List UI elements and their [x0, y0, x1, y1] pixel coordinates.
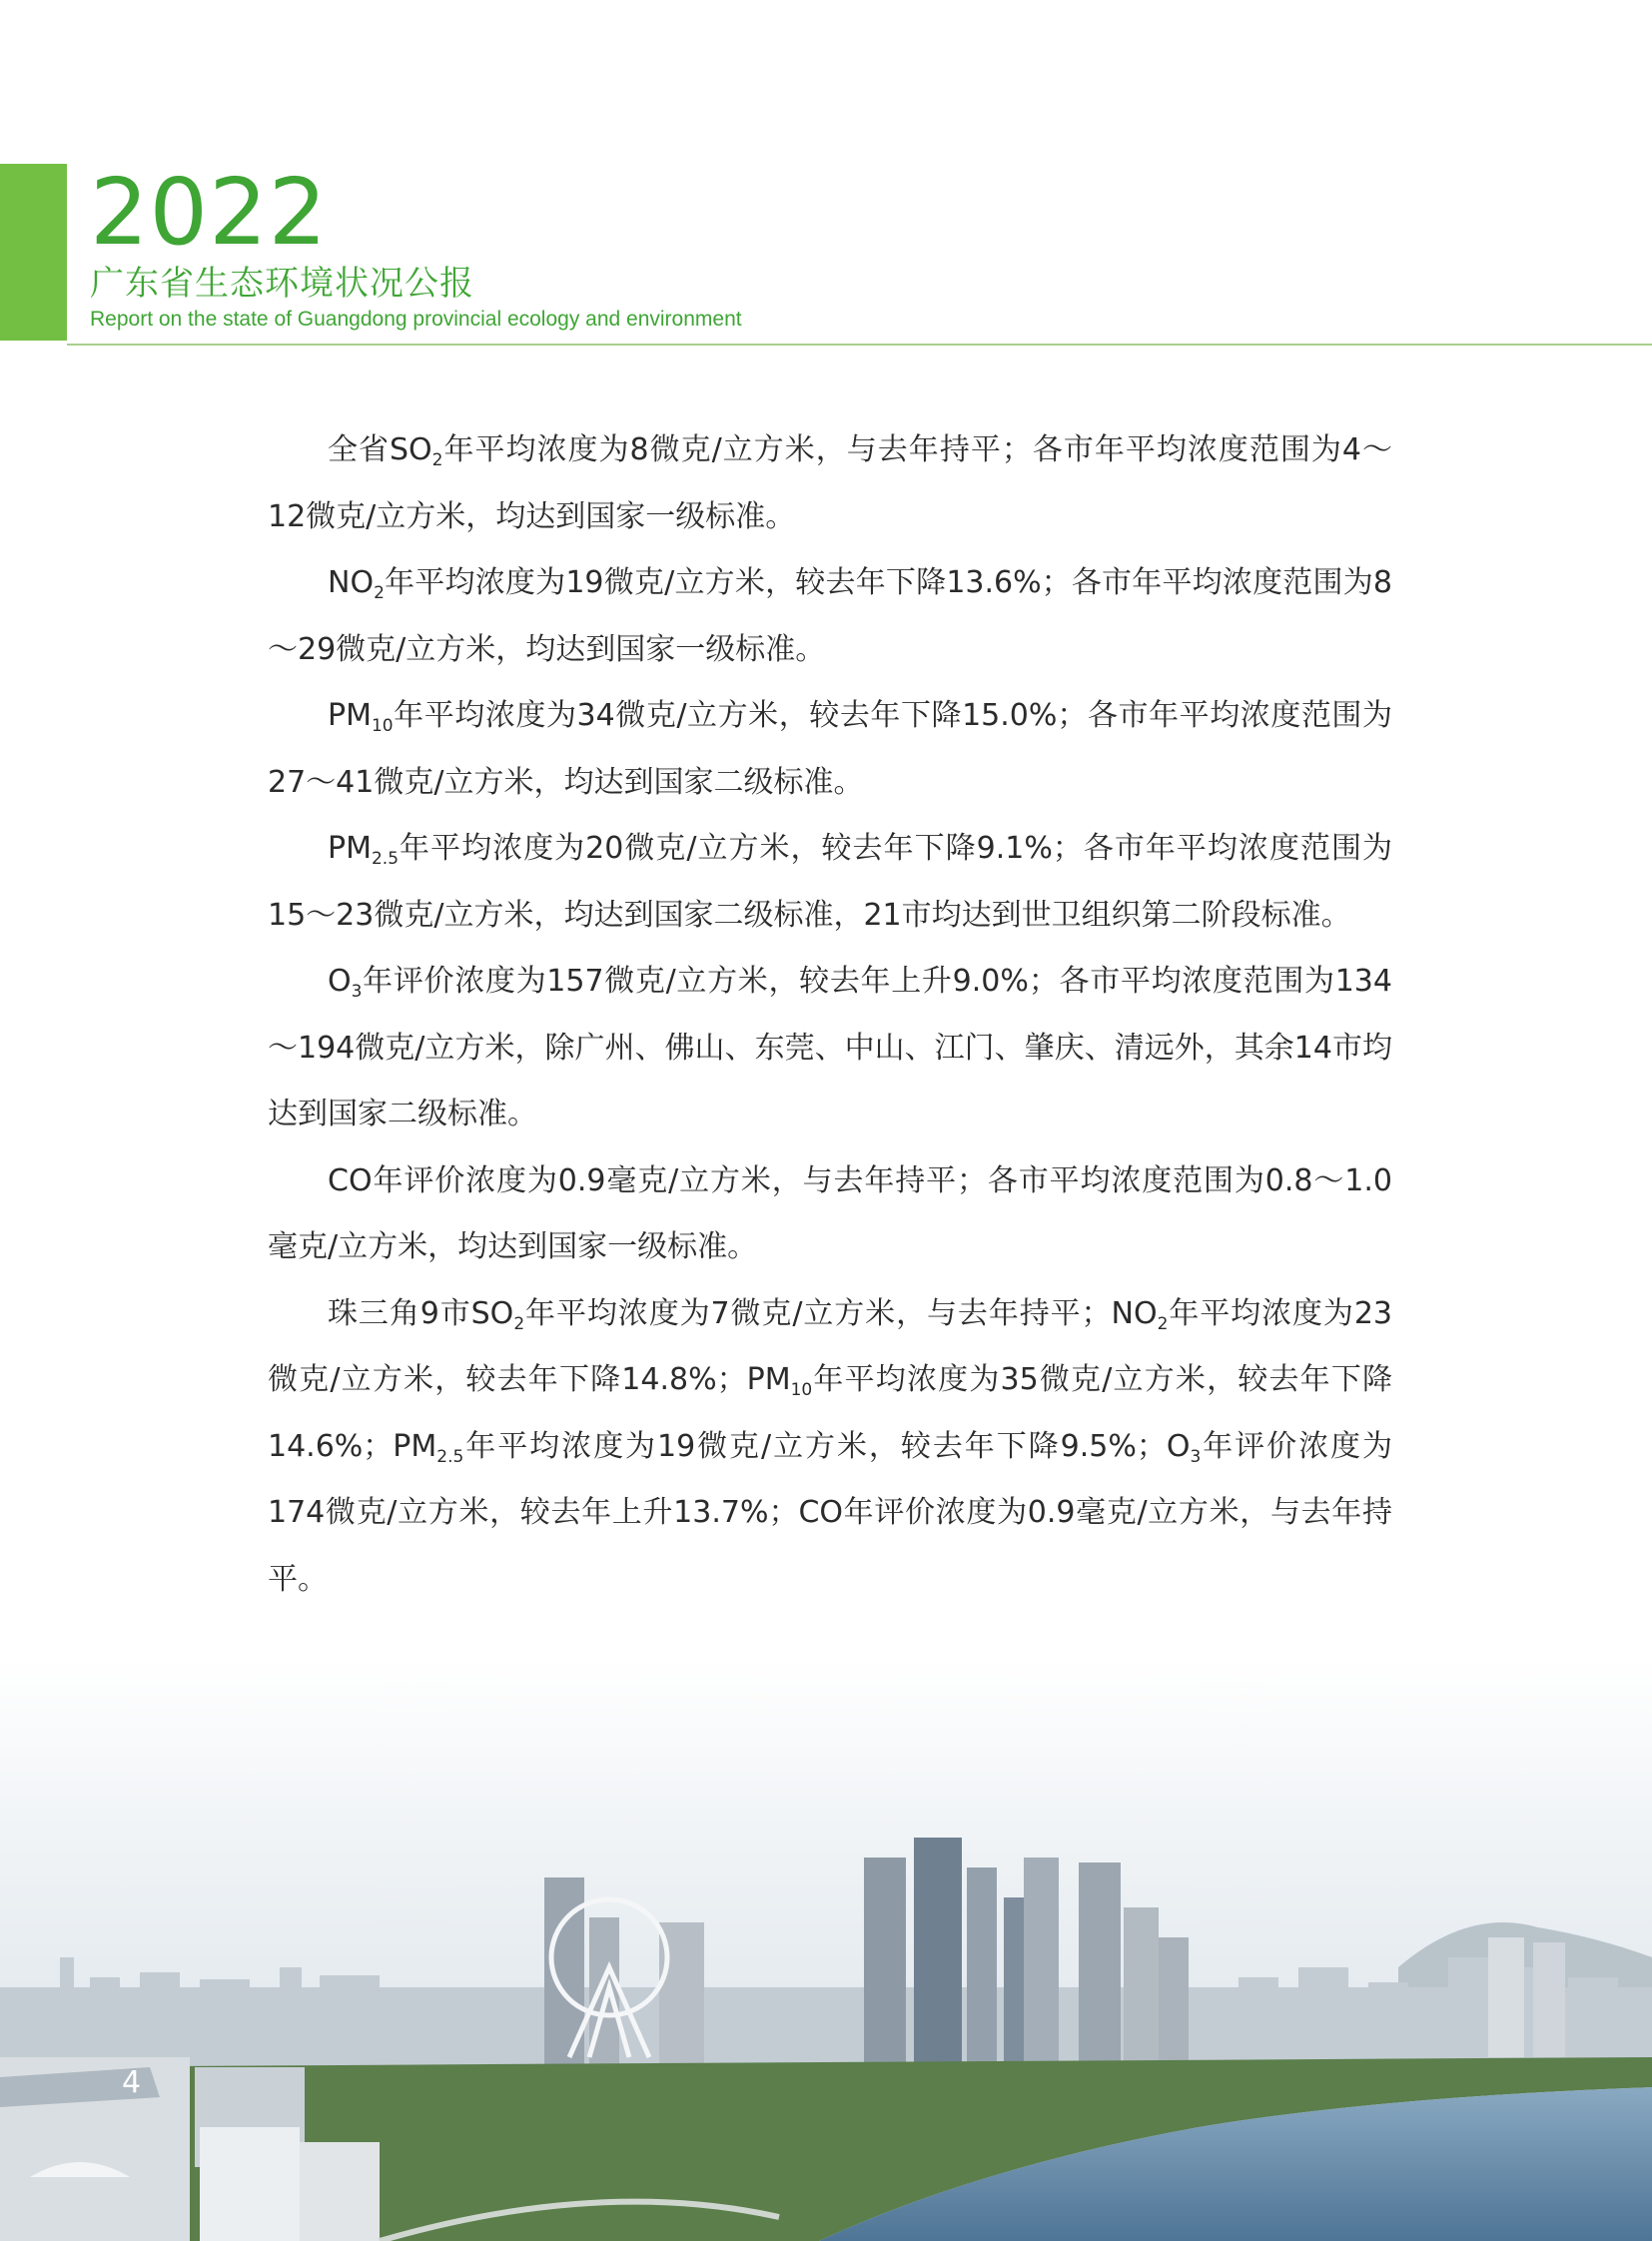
text-run: 年平均浓度为7微克/立方米，与去年持平；NO [524, 1295, 1158, 1331]
subscript: 10 [790, 1380, 813, 1400]
text-run: NO [328, 565, 375, 600]
text-run: 珠三角9市SO [328, 1295, 514, 1331]
page-number: 4 [122, 2065, 142, 2100]
report-title-chinese: 广东省生态环境状况公报 [90, 264, 474, 304]
paragraph [268, 417, 1392, 550]
text-run: 年评价浓度为174微克/立方米，较去年上升13.7%；CO年评价浓度为0.9毫克/立方米，与去年持平。 [268, 1428, 1392, 1597]
text-run: 年评价浓度为157微克/立方米，较去年上升9.0%；各市平均浓度范围为134～194微克/立方米，除广州、佛山、东莞、中山、江门、肇庆、清远外，其余14市均达到国家二级标准。 [268, 964, 1392, 1131]
paragraph [268, 550, 1392, 683]
subscript: 2 [1157, 1313, 1169, 1334]
text-run: CO年评价浓度为0.9毫克/立方米，与去年持平；各市平均浓度范围为0.8～1.0毫克/立方米，均达到国家一级标准。 [268, 1162, 1392, 1264]
text-run: 年平均浓度为19微克/立方米，较去年下降13.6%；各市年平均浓度范围为8～29微克/立方米，均达到国家一级标准。 [268, 565, 1392, 667]
text-run: 年平均浓度为34微克/立方米，较去年下降15.0%；各市年平均浓度范围为27～41微克/立方米，均达到国家二级标准。 [268, 698, 1392, 800]
subscript: 2 [431, 450, 443, 470]
subscript: 10 [371, 716, 394, 736]
text-run: O [328, 964, 352, 999]
text-run: PM [328, 698, 372, 733]
paragraph [268, 816, 1392, 949]
subscript: 2 [513, 1313, 525, 1334]
text-run: 年平均浓度为35微克/立方米，较去年下降14.6%；PM [268, 1362, 1393, 1464]
header-divider [67, 344, 1652, 346]
subscript: 2.5 [436, 1446, 464, 1467]
subscript: 3 [1190, 1446, 1202, 1467]
subscript: 3 [351, 982, 363, 1002]
body-text [268, 417, 1392, 1613]
paragraph [268, 1148, 1392, 1281]
subscript: 2.5 [371, 849, 400, 869]
subscript: 2 [374, 583, 385, 603]
report-title-english: Report on the state of Guangdong provincial ecology and environment [90, 308, 742, 331]
report-year: 2022 [90, 159, 329, 266]
header-accent-bar [0, 164, 67, 341]
text-run: 年平均浓度为19微克/立方米，较去年下降9.5%；O [463, 1428, 1191, 1464]
text-run: 全省SO [328, 432, 432, 467]
text-run: 年平均浓度为8微克/立方米，与去年持平；各市年平均浓度范围为4～12微克/立方米，均达到国家一级标准。 [268, 432, 1393, 534]
city-skyline-photo [0, 1658, 1652, 2241]
paragraph [268, 683, 1392, 816]
text-run: 年平均浓度为20微克/立方米，较去年下降9.1%；各市年平均浓度范围为15～23微克/立方米，均达到国家二级标准，21市均达到世卫组织第二阶段标准。 [268, 831, 1392, 933]
paragraph [268, 949, 1392, 1148]
text-run: PM [328, 831, 372, 866]
paragraph [268, 1281, 1392, 1614]
text-run: 年平均浓度为23微克/立方米，较去年下降14.8%；PM [268, 1295, 1393, 1397]
